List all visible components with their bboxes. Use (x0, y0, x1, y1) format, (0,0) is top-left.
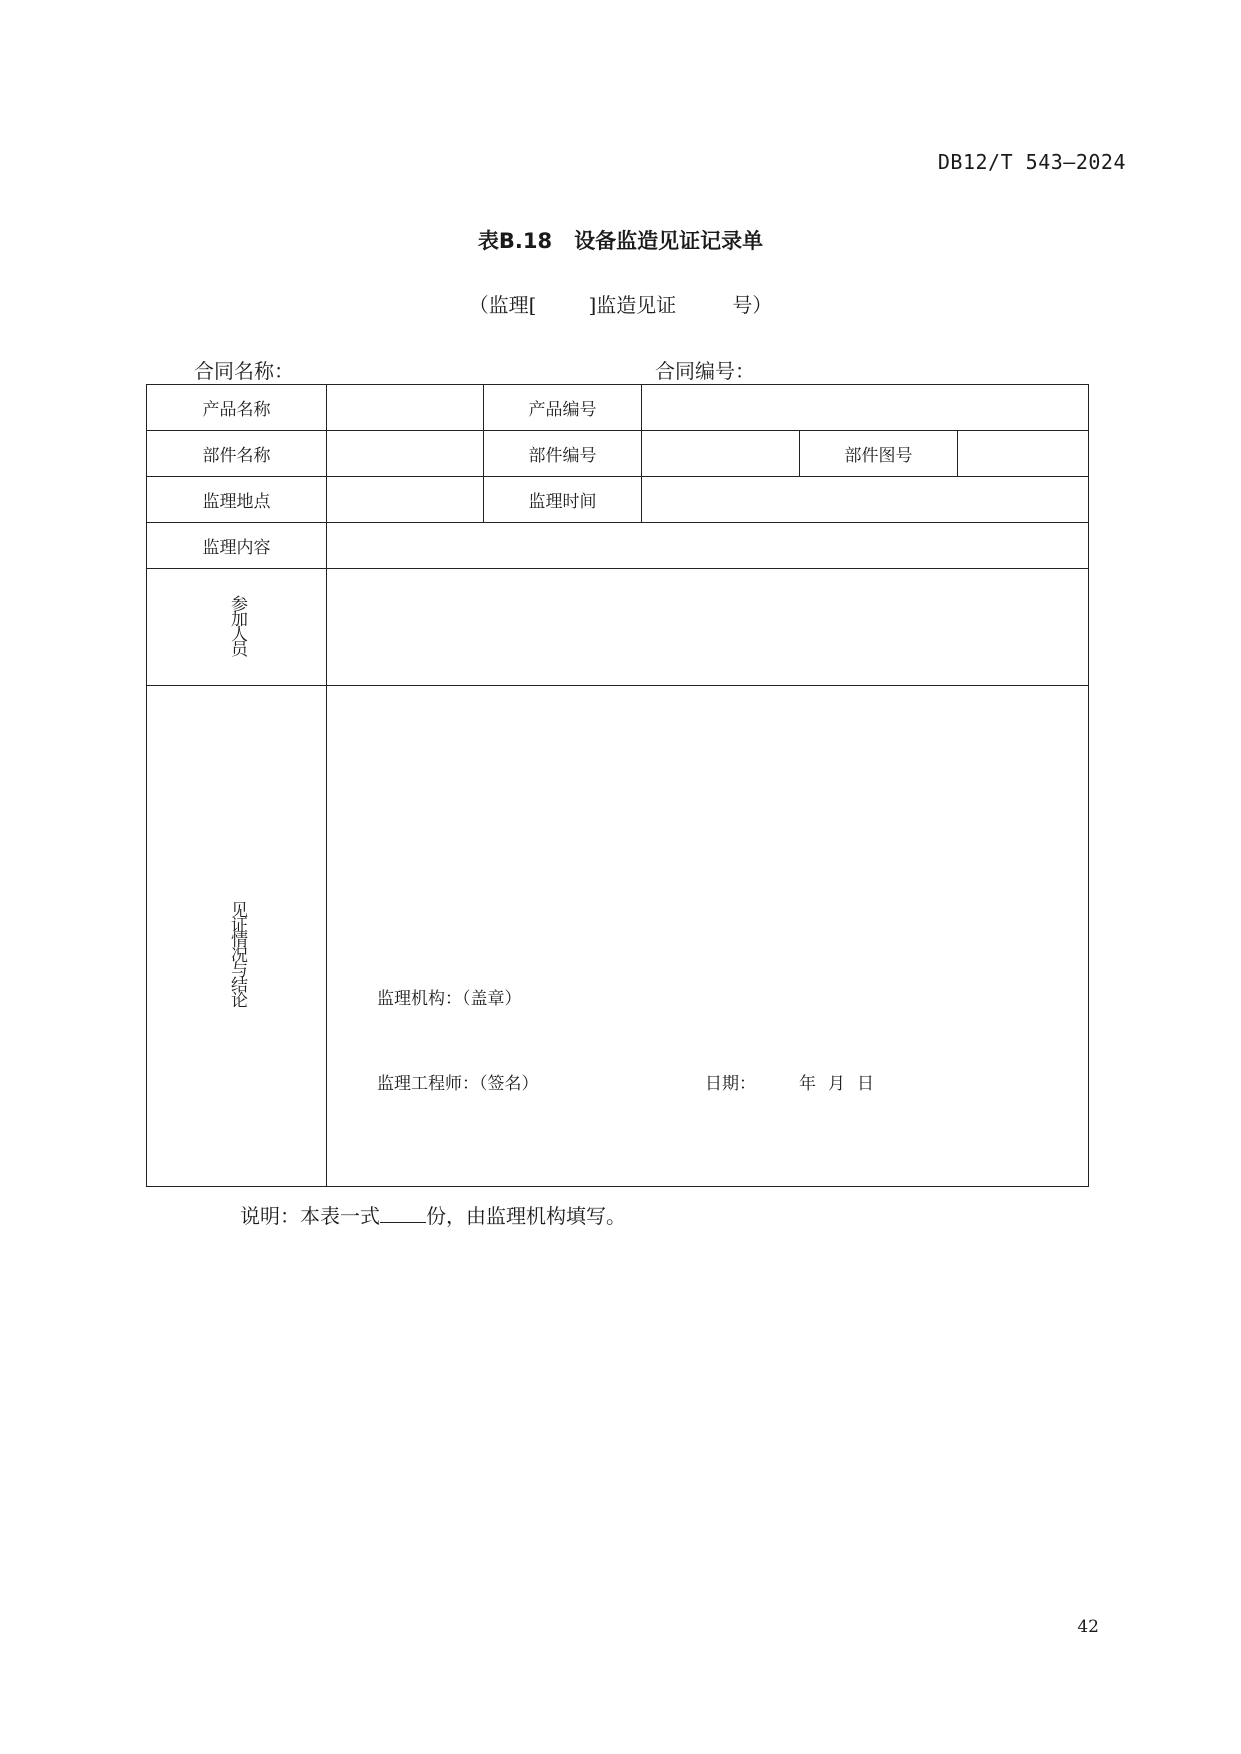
result-label: 见证情况与结论 (227, 901, 247, 1006)
part-name-value[interactable] (327, 431, 484, 477)
time-value[interactable] (642, 477, 1089, 523)
record-number-line (0, 289, 1241, 318)
table-title-text: 设备监造见证记录单 (574, 229, 764, 253)
date-fields (799, 1069, 886, 1094)
product-no-value[interactable] (642, 385, 1089, 431)
site-label: 监理地点 (147, 477, 327, 523)
contract-number-label: 合同编号： (655, 359, 755, 383)
table-number: 表B.18 (477, 229, 553, 253)
participants-label-cell (147, 569, 327, 686)
product-no-label: 产品编号 (484, 385, 642, 431)
engineer-sign-label: 监理工程师：（签名） (377, 1074, 539, 1094)
table-title (0, 225, 1241, 255)
product-name-value[interactable] (327, 385, 484, 431)
page-number: 42 (1077, 1617, 1099, 1637)
part-no-label: 部件编号 (484, 431, 642, 477)
copies-blank[interactable] (380, 1204, 426, 1223)
note-before: 说明：本表一式 (240, 1204, 380, 1228)
engineer-sign-line (377, 1069, 874, 1094)
part-drawing-no-value[interactable] (958, 431, 1089, 477)
table-row (147, 385, 1089, 431)
table-row (147, 523, 1089, 569)
content-value[interactable] (327, 523, 1089, 569)
part-no-value[interactable] (642, 431, 800, 477)
content-label: 监理内容 (147, 523, 327, 569)
participants-label: 参加人员 (227, 594, 247, 655)
table-row (147, 686, 1089, 1187)
table-row (147, 477, 1089, 523)
month-label: 月 (828, 1074, 845, 1094)
org-seal-label: 监理机构：（盖章） (377, 989, 522, 1009)
year-label: 年 (799, 1074, 816, 1094)
date-label: 日期： (705, 1074, 756, 1094)
subtitle-part1: （监理[ (468, 293, 537, 317)
site-value[interactable] (327, 477, 484, 523)
participants-value[interactable] (327, 569, 1089, 686)
result-label-cell (147, 686, 327, 1187)
day-label: 日 (857, 1074, 874, 1094)
part-name-label: 部件名称 (147, 431, 327, 477)
table-note (240, 1200, 626, 1229)
result-value[interactable] (327, 686, 1089, 1187)
time-label: 监理时间 (484, 477, 642, 523)
contract-name-label: 合同名称： (194, 359, 294, 383)
product-name-label: 产品名称 (147, 385, 327, 431)
note-after: 份，由监理机构填写。 (426, 1204, 626, 1228)
subtitle-part3: 号） (732, 293, 773, 317)
witness-record-table (146, 384, 1089, 1187)
subtitle-part2: ]监造见证 (588, 293, 677, 317)
table-row (147, 569, 1089, 686)
standard-number: DB12/T 543—2024 (937, 150, 1126, 174)
part-drawing-no-label: 部件图号 (800, 431, 958, 477)
table-row (147, 431, 1089, 477)
